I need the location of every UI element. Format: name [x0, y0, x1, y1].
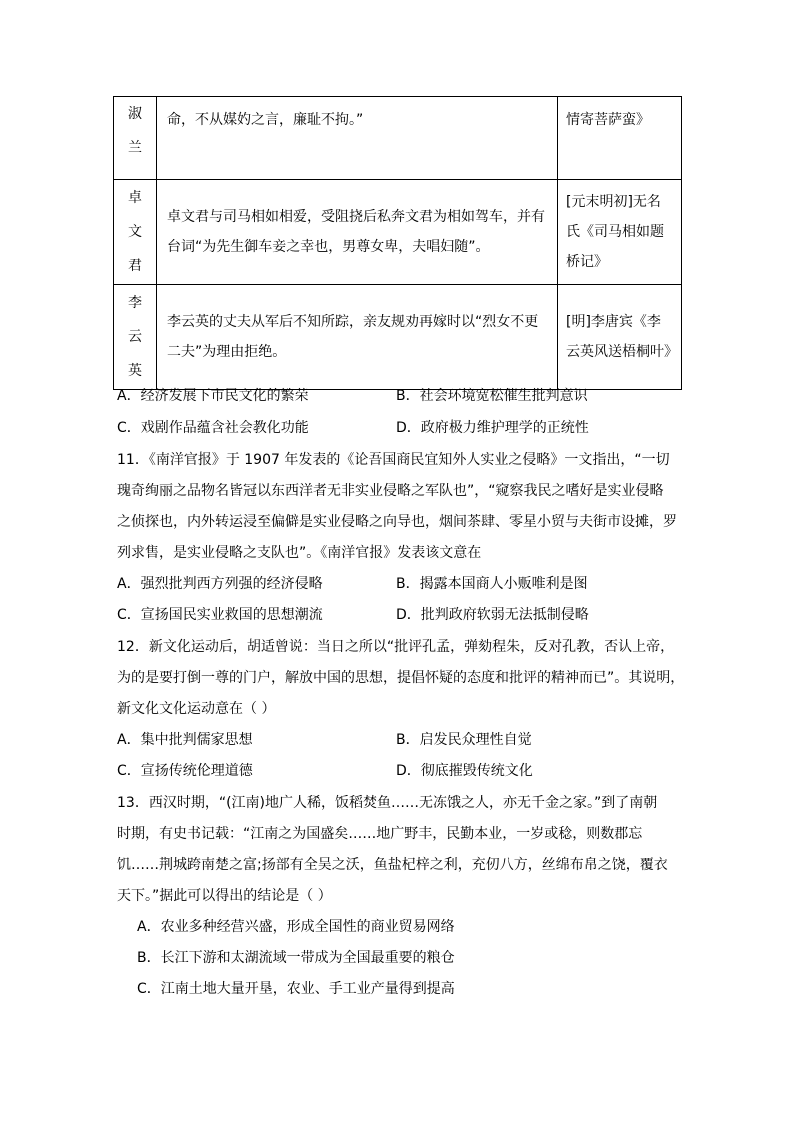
table-row — [114, 97, 682, 180]
q11-option-b: B．揭露本国商人小贩唯利是图 — [396, 576, 588, 592]
q12-option-b: B．启发民众理性自觉 — [396, 732, 532, 748]
source-cell: [元末明初]无名氏《司马相如题桥记》 — [558, 180, 682, 285]
q12-stem-line: 12．新文化运动后，胡适曾说：当日之所以“批评孔孟，弹劾程朱，反对孔教，否认上帝， — [117, 639, 675, 655]
plot-cell: 卓文君与司马相如相爱，受阻挠后私奔文君为相如驾车，并有台词“为先生御车妾之幸也，男尊女卑，夫唱妇随”。 — [157, 180, 558, 285]
q12-option-c: C．宣扬传统伦理道德 — [117, 763, 253, 779]
table-row — [114, 180, 682, 285]
q13-stem-line: 13．西汉时期，“(江南)地广人稀，饭稻焚鱼……无冻饿之人，亦无千金之家。”到了南朝 — [117, 795, 658, 811]
q11-stem-line: 瑰奇绚丽之品物名皆冠以东西洋者无非实业侵略之军队也”，“窥察我民之嗜好是实业侵略 — [117, 483, 664, 499]
q11-option-d: D．批判政府软弱无法抵制侵略 — [396, 607, 589, 623]
q12-option-d: D．彻底摧毁传统文化 — [396, 763, 533, 779]
character-cell: 淑兰 — [114, 97, 157, 180]
q11-stem-line: 之侦探也，内外转运浸至偏僻是实业侵略之向导也，烟间茶肆、零星小贸与夫街市设摊，罗 — [117, 514, 677, 530]
q11-stem-line: 11．《南洋官报》于 1907 年发表的《论吾国商民宜知外人实业之侵略》一文指出，“一切 — [117, 452, 670, 468]
q13-option-a: A．农业多种经营兴盛，形成全国性的商业贸易网络 — [137, 919, 455, 935]
q13-stem-line: 时期，有史书记载：“江南之为国盛矣……地广野丰，民勤本业，一岁或稔，则数郡忘 — [117, 826, 643, 842]
table-row — [114, 285, 682, 390]
q10-option-a: A．经济发展下市民文化的繁荣 — [117, 388, 309, 404]
q11-option-a: A．强烈批判西方列强的经济侵略 — [117, 576, 323, 592]
q13-option-c: C．江南土地大量开垦，农业、手工业产量得到提高 — [137, 981, 455, 997]
q12-stem-line: 新文化文化运动意在（ ） — [117, 701, 276, 717]
q11-option-c: C．宣扬国民实业救国的思想潮流 — [117, 607, 323, 623]
q13-stem-line: 天下。”据此可以得出的结论是（ ） — [117, 888, 332, 904]
drama-table — [113, 96, 682, 390]
plot-cell: 李云英的丈夫从军后不知所踪，亲友规劝再嫁时以“烈女不更二夫”为理由拒绝。 — [157, 285, 558, 390]
source-cell: 情寄菩萨蛮》 — [558, 97, 682, 180]
source-cell: [明]李唐宾《李云英风送梧桐叶》 — [558, 285, 682, 390]
q13-stem-line: 饥……荆城跨南楚之富;扬部有全吴之沃，鱼盐杞梓之利，充仞八方，丝绵布帛之饶，覆衣 — [117, 857, 668, 873]
q10-option-d: D．政府极力维护理学的正统性 — [396, 420, 589, 436]
plot-cell: 命，不从媒妁之言，廉耻不拘。” — [157, 97, 558, 180]
q10-option-c: C．戏剧作品蕴含社会教化功能 — [117, 420, 309, 436]
character-cell: 卓文君 — [114, 180, 157, 285]
character-cell: 李云英 — [114, 285, 157, 390]
q11-stem-line: 列求售，是实业侵略之支队也”。《南洋官报》发表该文意在 — [117, 545, 482, 561]
q13-option-b: B．长江下游和太湖流域一带成为全国最重要的粮仓 — [137, 950, 455, 966]
q12-stem-line: 为的是要打倒一尊的门户，解放中国的思想，提倡怀疑的态度和批评的精神而已”。其说明， — [117, 670, 685, 686]
q12-option-a: A．集中批判儒家思想 — [117, 732, 253, 748]
q10-option-b: B．社会环境宽松催生批判意识 — [396, 388, 588, 404]
